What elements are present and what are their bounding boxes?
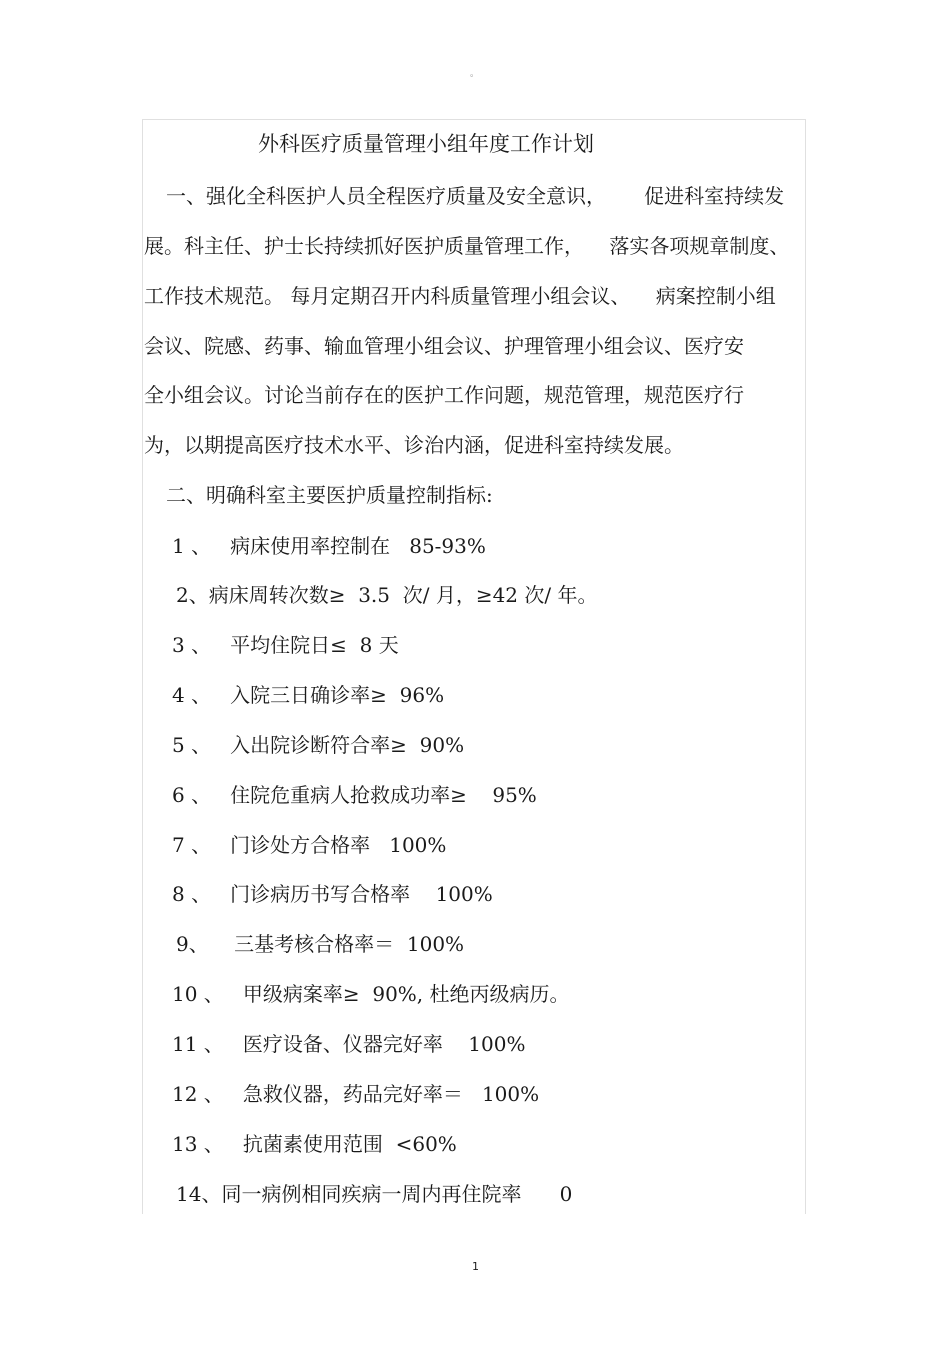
section1-line: 展。科主任、护士长持续抓好医护质量管理工作， 落实各项规章制度、	[144, 234, 790, 258]
indicator-item: 6 、 住院危重病人抢救成功率≥ 95%	[172, 783, 537, 807]
indicator-item: 10 、 甲级病案率≥ 90%, 杜绝丙级病历。	[172, 982, 570, 1006]
header-mark: 。	[470, 69, 480, 79]
indicator-item: 13 、 抗菌素使用范围 <60%	[172, 1132, 457, 1156]
page-number: 1	[472, 1260, 479, 1273]
section1-line: 一、强化全科医护人员全程医疗质量及安全意识， 促进科室持续发	[166, 184, 785, 208]
indicator-item: 4 、 入院三日确诊率≥ 96%	[172, 683, 445, 707]
indicator-item: 2、病床周转次数≥ 3.5 次/ 月，≥42 次/ 年。	[176, 583, 598, 607]
document-title: 外科医疗质量管理小组年度工作计划	[258, 132, 594, 156]
indicator-item: 1 、 病床使用率控制在 85-93%	[172, 534, 486, 558]
indicator-item: 3 、 平均住院日≤ 8 天	[172, 633, 399, 657]
section1-line: 为，以期提高医疗技术水平、诊治内涵，促进科室持续发展。	[144, 433, 684, 457]
indicator-item: 11 、 医疗设备、仪器完好率 100%	[172, 1032, 526, 1056]
indicator-item: 12 、 急救仪器，药品完好率＝ 100%	[172, 1082, 540, 1106]
indicator-item: 8 、 门诊病历书写合格率 100%	[172, 882, 493, 906]
section1-line: 会议、院感、药事、输血管理小组会议、护理管理小组会议、医疗安	[144, 334, 744, 358]
indicator-item: 14、同一病例相同疾病一周内再住院率 0	[176, 1182, 573, 1206]
indicator-item: 7 、 门诊处方合格率 100%	[172, 833, 447, 857]
indicator-item: 5 、 入出院诊断符合率≥ 90%	[172, 733, 465, 757]
section2-heading: 二、明确科室主要医护质量控制指标:	[166, 483, 493, 507]
section1-line: 工作技术规范。 每月定期召开内科质量管理小组会议、 病案控制小组	[144, 284, 776, 308]
section1-line: 全小组会议。讨论当前存在的医护工作问题，规范管理，规范医疗行	[144, 383, 744, 407]
indicator-item: 9、 三基考核合格率＝ 100%	[176, 932, 465, 956]
